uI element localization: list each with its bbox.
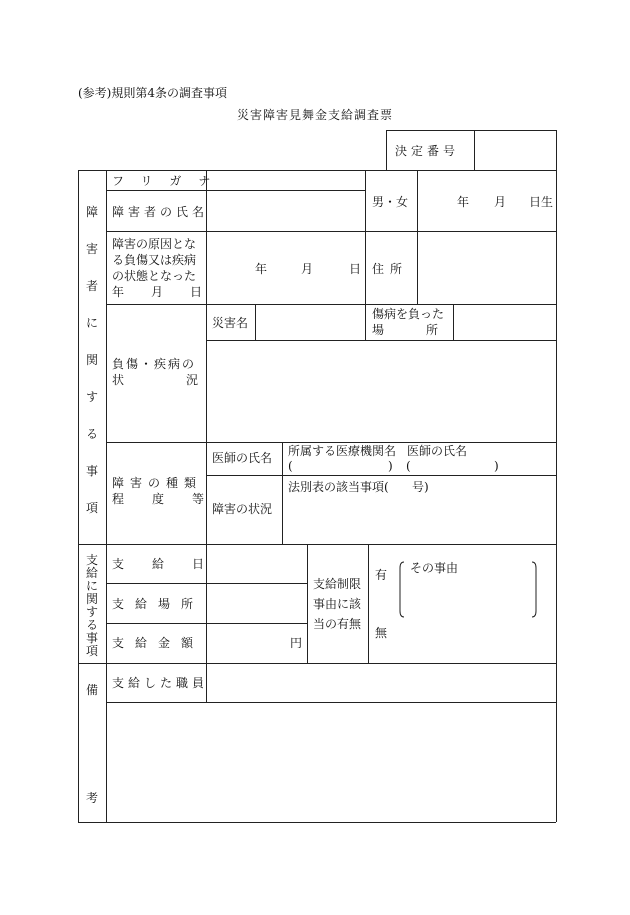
disability-label-1: 障害の種類 <box>112 476 203 490</box>
restriction-label-2: 事由に該 <box>313 597 362 611</box>
cause-label-3: の状態となった <box>112 269 197 283</box>
cause-label-day: 日 <box>190 285 203 299</box>
address-label: 住所 <box>372 262 409 276</box>
remarks-label-2: 考 <box>86 791 99 805</box>
law-table-label: 法別表の該当事項( <box>288 480 389 494</box>
cause-date-month: 月 <box>301 262 314 276</box>
injury-place-label-2: 場所 <box>372 323 481 337</box>
victim-section-label: 障 害 者 に 関 す る 事 項 <box>85 205 98 515</box>
doctor-name-label: 医師の氏名 <box>407 444 468 458</box>
cause-label-year: 年 <box>112 285 125 299</box>
reason-label: その事由 <box>410 561 459 575</box>
payment-place-label: 支給場所 <box>112 597 205 611</box>
gender-field: 男・女 <box>372 195 409 209</box>
law-table-suffix: 号) <box>412 480 429 494</box>
cause-label-1: 障害の原因とな <box>112 237 197 251</box>
cause-label-2: る負傷又は疾病 <box>112 253 197 267</box>
payment-section-label: 支 給 に 関 す る 事 項 <box>85 553 98 658</box>
yen-unit: 円 <box>290 636 303 650</box>
doctor-paren-close: ) <box>494 459 499 473</box>
remarks-label-1: 備 <box>86 683 99 697</box>
institution-paren-close: ) <box>388 459 393 473</box>
reference-note: (参考)規則第4条の調査事項 <box>78 86 227 100</box>
decision-number-label: 決定番号 <box>395 144 460 158</box>
payment-amount-label: 支給金額 <box>112 636 205 650</box>
birth-year: 年 <box>457 195 470 209</box>
disaster-name-label: 災害名 <box>212 316 249 330</box>
disability-label-2: 程度等 <box>112 492 233 506</box>
cause-date-day: 日 <box>349 262 362 276</box>
payment-date-label: 支給日 <box>112 557 233 571</box>
restriction-label-1: 支給制限 <box>313 577 362 591</box>
injury-place-label-1: 傷病を負った <box>372 307 445 321</box>
form-title: 災害障害見舞金支給調査票 <box>237 108 394 122</box>
cause-label-month: 月 <box>151 285 164 299</box>
institution-label: 所属する医療機関名 <box>288 444 397 458</box>
restriction-no: 無 <box>375 626 388 640</box>
disability-state-label: 障害の状況 <box>212 502 273 516</box>
doctor-label: 医師の氏名 <box>212 451 273 465</box>
injury-status-label-1: 負傷・疾病の <box>112 357 197 371</box>
name-label: 障害者の氏名 <box>112 205 209 219</box>
restriction-label-3: 当の有無 <box>313 617 362 631</box>
restriction-yes: 有 <box>375 568 388 582</box>
cause-date-year: 年 <box>255 262 268 276</box>
staff-label: 支給した職員 <box>112 676 209 690</box>
injury-status-label-2: 状況 <box>112 373 261 387</box>
birth-day: 日生 <box>529 195 554 209</box>
doctor-paren-open: ( <box>406 459 411 473</box>
birth-month: 月 <box>494 195 507 209</box>
institution-paren-open: ( <box>288 459 293 473</box>
furigana-label: フリガナ <box>112 174 228 188</box>
